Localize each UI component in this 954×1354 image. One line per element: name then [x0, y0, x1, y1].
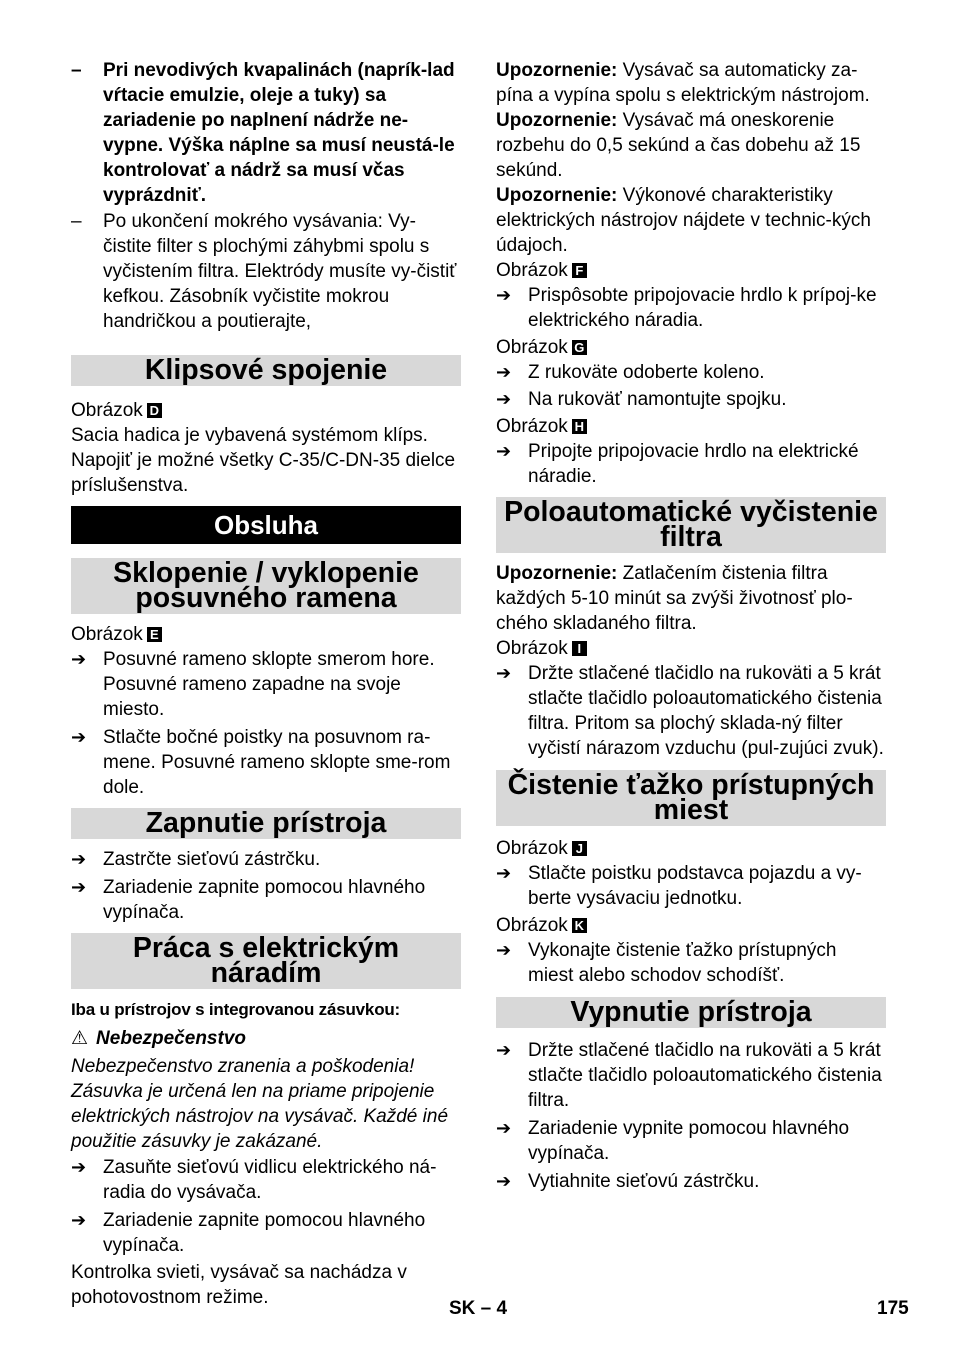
step-switch-on-2: ➔ Zariadenie zapnite pomocou hlavného vypínača. — [71, 1208, 461, 1258]
figure-h-badge: H — [572, 419, 587, 434]
note-auto-switch: Upozornenie: Vysávač sa automaticky za-pína a vypína spolu s elektrickým nástrojom. — [496, 60, 870, 106]
footer-section: SK – 4 — [449, 1298, 508, 1319]
step-switch-on: ➔ Zariadenie zapnite pomocou hlavného vypínača. — [71, 875, 461, 925]
figure-k-badge: K — [572, 918, 587, 933]
figure-ref-e: Obrázok E — [71, 622, 461, 647]
heading-hard-to-reach: Čistenie ťažko prístupných miest — [496, 770, 886, 826]
step-clean-stairs: ➔ Vykonajte čistenie ťažko prístupných miest alebo schodov schodíšť. — [496, 938, 886, 988]
figure-g-badge: G — [572, 340, 587, 355]
step-filter-clean: ➔ Držte stlačené tlačidlo na rukoväti a 5 krát stlačte tlačidlo poloautomatického čistenia filtra. Pritom sa plochý sklada-ný filter vyčistí nárazom vzduchu (pul-zujúci zvuk). — [496, 661, 886, 761]
left-column — [71, 58, 461, 1310]
figure-d-badge: D — [147, 403, 162, 418]
figure-i-badge: I — [572, 641, 587, 656]
step-unplug: ➔ Vytiahnite sieťovú zástrčku. — [496, 1169, 886, 1194]
figure-ref-k: Obrázok K — [496, 913, 886, 938]
step-remove-elbow: ➔ Z rukoväte odoberte koleno. — [496, 360, 886, 385]
warning-triangle-icon: ⚠ — [71, 1028, 89, 1049]
bullet-nonconductive-liquids: – Pri nevodivých kvapalinách (naprík-lad vŕtacie emulzie, oleje a tuky) sa zariadenie po naplnení nádrže ne-vypne. Výška náplne sa musí neustá-le kontrolovať a nádrž sa musí včas vyprázdniť. — [71, 58, 461, 208]
heading-operation: Obsluha — [71, 506, 461, 544]
step-plug-in: ➔ Zastrčte sieťovú zástrčku. — [71, 847, 461, 872]
figure-ref-h: Obrázok H — [496, 414, 886, 439]
bullet-after-wet-vacuuming: – Po ukončení mokrého vysávania: Vy-čistite filter s plochými záhybmi spolu s vyčistením filtra. Elektródy musíte vy-čistiť kefkou. Zásobník vyčistite mokrou handričkou a poutierajte, — [71, 209, 461, 334]
note-filter-life: Upozornenie: Zatlačením čistenia filtra každých 5-10 minút sa zvýši životnosť plo-chého skladaného filtra. — [496, 563, 853, 634]
step-adapt-connector: ➔ Prispôsobte pripojovacie hrdlo k prípoj-ke elektrického náradia. — [496, 283, 886, 333]
clip-text: Sacia hadica je vybavená systémom klíps. Napojiť je možné všetky C-35/C-DN-35 dielce príslušenstva. — [71, 425, 456, 496]
figure-f-badge: F — [572, 263, 587, 278]
figure-ref-d: Obrázok D — [71, 398, 461, 423]
step-connect-tool: ➔ Pripojte pripojovacie hrdlo na elektrické náradie. — [496, 439, 886, 489]
heading-semi-auto-filter: Poloautomatické vyčistenie filtra — [496, 497, 886, 553]
warning-text: Nebezpečenstvo zranenia a poškodenia! Zásuvka je určená len na priame pripojenie elektrických nástrojov na vysávač. Každé iné použitie zásuvky je zakázané. — [71, 1056, 449, 1152]
indicator-text: Kontrolka svieti, vysávač sa nachádza v pohotovostnom režime. — [71, 1262, 407, 1308]
step-fold-up: ➔ Posuvné rameno sklopte smerom hore. Posuvné rameno zapadne na svoje miesto. — [71, 647, 461, 722]
heading-clip-connection: Klipsové spojenie — [71, 355, 461, 386]
right-column — [496, 58, 886, 1194]
step-remove-unit: ➔ Stlačte poistku podstavca pojazdu a vy-berte vysávaciu jednotku. — [496, 861, 886, 911]
note-specs: Upozornenie: Výkonové charakteristiky elektrických nástrojov nájdete v technic-kých údajoch. — [496, 185, 871, 256]
figure-ref-g: Obrázok G — [496, 335, 886, 360]
figure-e-badge: E — [147, 627, 162, 642]
step-filter-clean-off: ➔ Držte stlačené tlačidlo na rukoväti a 5 krát stlačte tlačidlo poloautomatického čistenia filtra. — [496, 1038, 886, 1113]
warning-title: ⚠ Nebezpečenstvo — [71, 1028, 246, 1049]
subheading-integrated-socket: Iba u prístrojov s integrovanou zásuvkou: — [71, 1000, 401, 1019]
step-fold-down: ➔ Stlačte bočné poistky na posuvnom ra-mene. Posuvné rameno sklopte sme-rom dole. — [71, 725, 461, 800]
step-mount-coupling: ➔ Na rukoväť namontujte spojku. — [496, 387, 886, 412]
figure-ref-f: Obrázok F — [496, 258, 886, 283]
figure-j-badge: J — [572, 841, 587, 856]
heading-switch-off: Vypnutie prístroja — [496, 997, 886, 1028]
step-switch-off: ➔ Zariadenie vypnite pomocou hlavného vypínača. — [496, 1116, 886, 1166]
note-delay: Upozornenie: Vysávač má oneskorenie rozbehu do 0,5 sekúnd a čas dobehu až 15 sekúnd. — [496, 110, 861, 181]
heading-fold-arm: Sklopenie / vyklopenie posuvného ramena — [71, 558, 461, 614]
page-number: 175 — [877, 1298, 909, 1319]
step-insert-plug: ➔ Zasuňte sieťovú vidlicu elektrického ná-radia do vysávača. — [71, 1155, 461, 1205]
heading-power-tools: Práca s elektrickým náradím — [71, 933, 461, 989]
heading-switch-on: Zapnutie prístroja — [71, 808, 461, 839]
figure-ref-j: Obrázok J — [496, 836, 886, 861]
figure-ref-i: Obrázok I — [496, 636, 886, 661]
